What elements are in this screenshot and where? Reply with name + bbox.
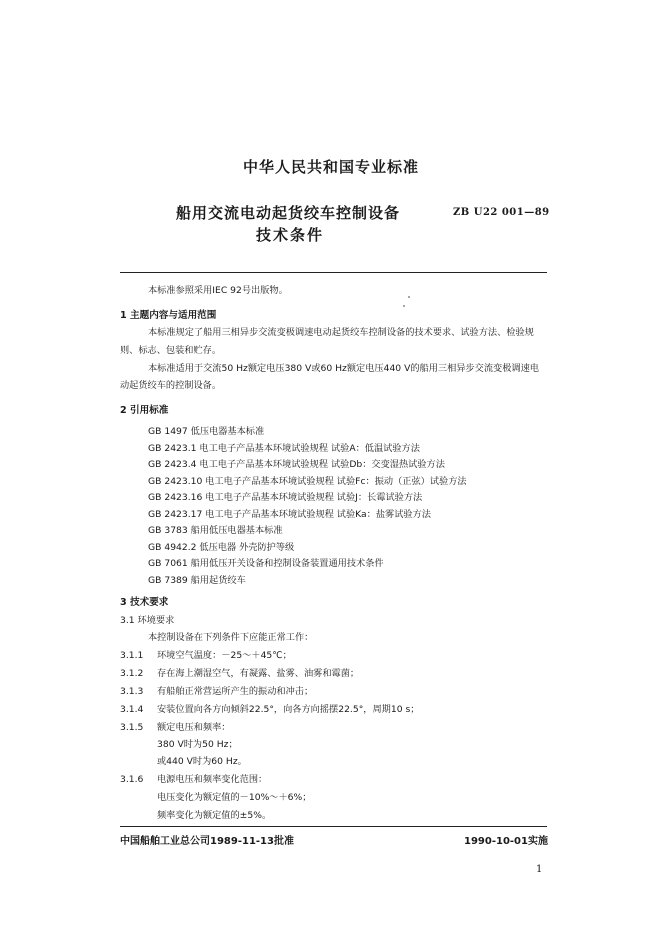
document-title-line1: 船用交流电动起货绞车控制设备 [176,204,401,222]
standard-header: 中华人民共和国专业标准 [242,158,419,176]
reference-item: GB 2423.17 电工电子产品基本环境试验规程 试验Ka：盐雾试验方法 [148,509,431,520]
section-1-paragraph-1-cont: 则、标志、包装和贮存。 [120,345,222,356]
clause-number: 3.1.2 [120,668,144,679]
reference-item: GB 3783 船用低压电器基本标准 [148,525,283,536]
document-title-line2: 技术条件 [256,226,325,244]
clause-text: 有船舶正常营运所产生的振动和冲击； [157,686,314,697]
clause-number: 3.1.6 [120,774,144,785]
reference-item: GB 2423.10 电工电子产品基本环境试验规程 试验Fc：振动（正弦）试验方法 [148,476,467,487]
page-number: 1 [536,864,543,875]
clause-text: 额定电压和频率： [157,722,231,733]
section-1-paragraph-2-cont: 动起货绞车的控制设备。 [120,380,222,391]
clause-text: 电源电压和频率变化范围： [157,774,268,785]
reference-item: GB 2423.4 电工电子产品基本环境试验规程 试验Db：交变湿热试验方法 [148,459,445,470]
reference-item: GB 4942.2 低压电器 外壳防护等级 [148,542,295,553]
clause-detail: 或440 V时为60 Hz。 [157,756,247,767]
clause-detail: 380 V时为50 Hz； [157,739,238,750]
clause-detail: 频率变化为额定值的±5%。 [157,810,272,821]
effective-date: 1990-10-01实施 [464,836,548,847]
scan-speck [408,296,410,298]
section-1-heading: 1 主题内容与适用范围 [120,310,217,321]
section-3-heading: 3 技术要求 [120,597,169,608]
subsection-3-1-heading: 3.1 环境要求 [120,615,175,626]
clause-text: 环境空气温度：－25～＋45℃； [157,650,292,661]
bottom-divider [120,826,547,827]
clause-detail: 电压变化为额定值的－10%～＋6%； [157,792,312,803]
reference-item: GB 7061 船用低压开关设备和控制设备装置通用技术条件 [148,558,384,569]
section-2-heading: 2 引用标准 [120,405,169,416]
reference-item: GB 1497 低压电器基本标准 [148,426,265,437]
standard-number: ZB U22 001—89 [453,207,550,218]
clause-text: 安装位置向各方向倾斜22.5°，向各方向摇摆22.5°，周期10 s； [157,704,420,715]
clause-number: 3.1.3 [120,686,144,697]
section-1-paragraph-1: 本标准规定了船用三相异步交流变极调速电动起货绞车控制设备的技术要求、试验方法、检验规 [148,327,534,338]
reference-item: GB 7389 船用起货绞车 [148,575,246,586]
scan-speck [403,305,405,307]
approval-date: 中国船舶工业总公司1989-11-13批准 [120,836,294,847]
top-divider [120,272,547,273]
section-1-paragraph-2: 本标准适用于交流50 Hz额定电压380 V或60 Hz额定电压440 V的船用三相异步交流变极调速电 [148,363,539,374]
reference-item: GB 2423.16 电工电子产品基本环境试验规程 试验J：长霉试验方法 [148,492,423,503]
clause-number: 3.1.4 [120,704,144,715]
clause-number: 3.1.1 [120,650,144,661]
clause-text: 存在海上潮湿空气，有凝露、盐雾、油雾和霉菌； [157,668,360,679]
clause-number: 3.1.5 [120,722,144,733]
intro-text: 本标准参照采用IEC 92号出版物。 [148,285,288,296]
reference-item: GB 2423.1 电工电子产品基本环境试验规程 试验A：低温试验方法 [148,443,420,454]
subsection-3-1-text: 本控制设备在下列条件下应能正常工作： [148,632,314,643]
